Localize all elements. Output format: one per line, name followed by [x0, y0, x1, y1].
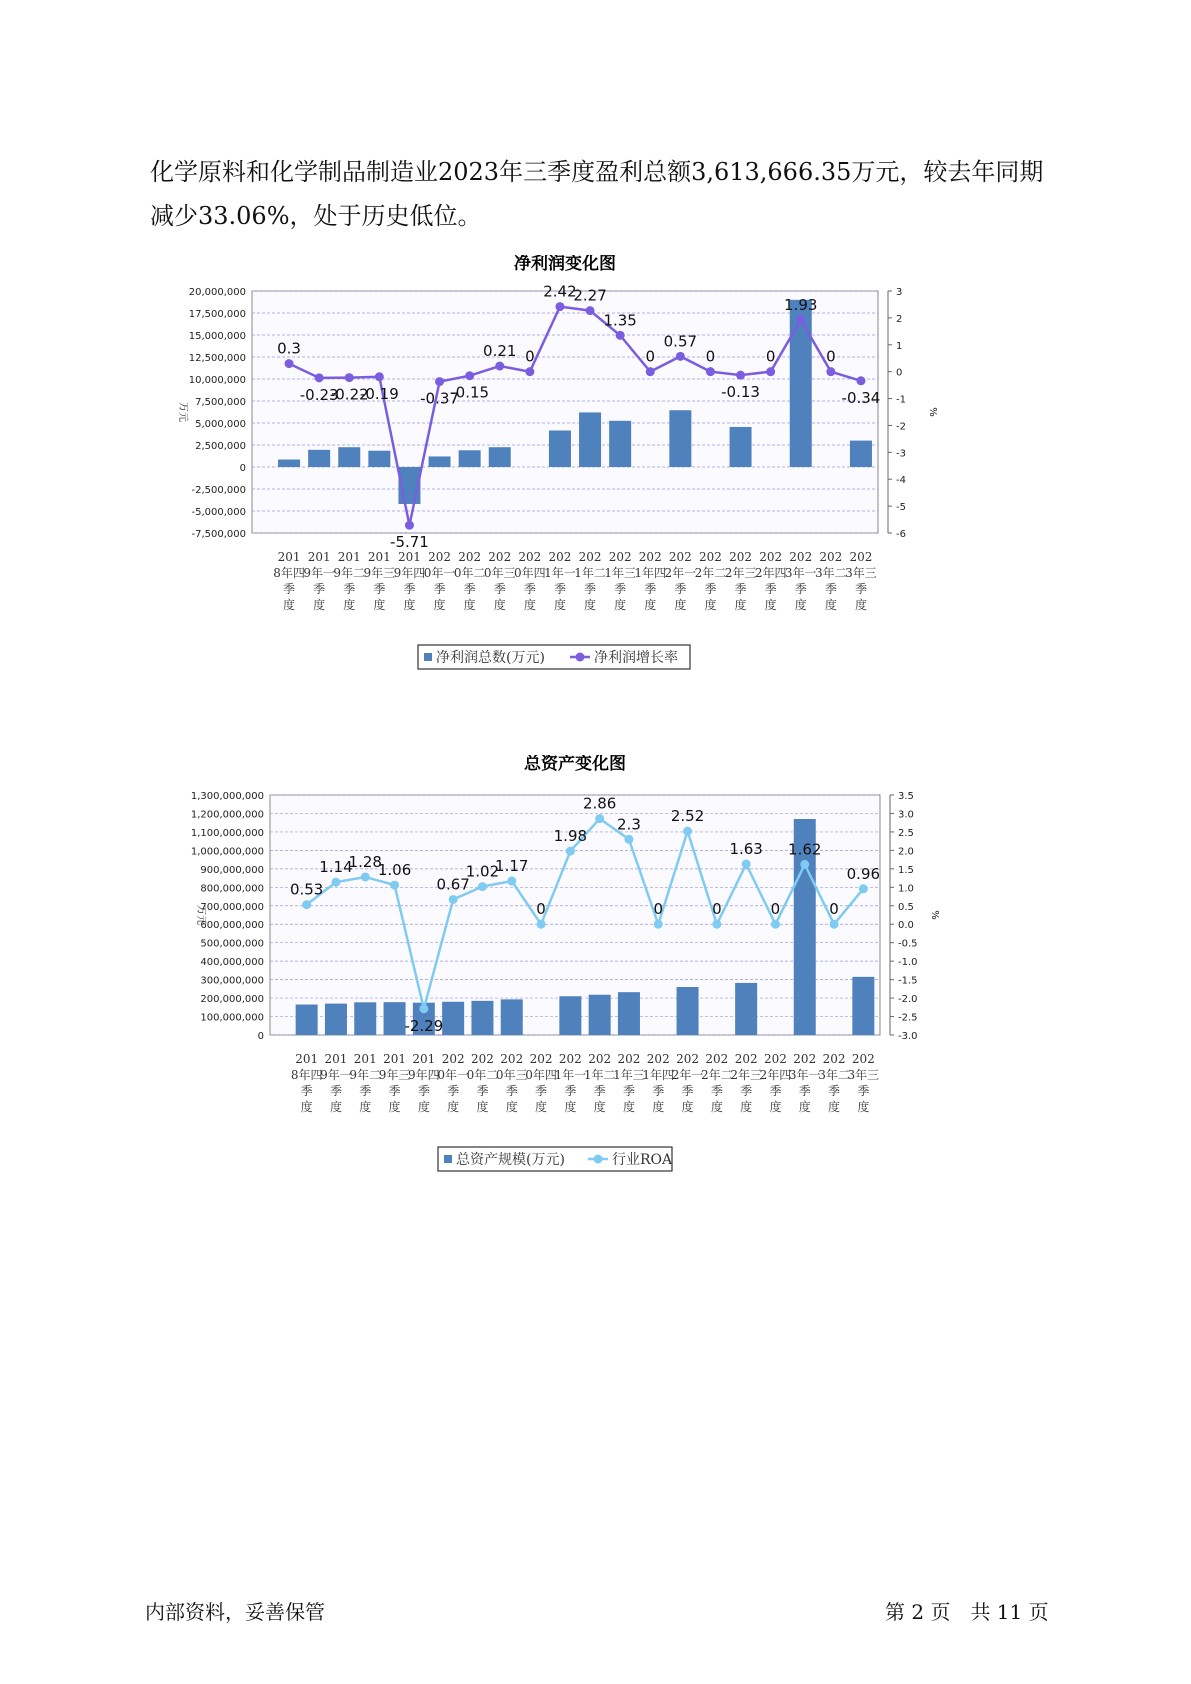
data-label: 0 — [653, 900, 664, 919]
category-label: 201 8年四季度 — [290, 1052, 323, 1114]
line-point — [796, 315, 805, 324]
category-label: 201 8年四季度 — [273, 550, 305, 612]
data-label: 0 — [765, 347, 776, 366]
line-point — [654, 920, 663, 929]
line-point — [361, 872, 370, 881]
line-point — [830, 920, 839, 929]
y-tick-label: 10,000,000 — [188, 375, 246, 386]
category-label: 201 9年三季度 — [363, 550, 396, 612]
y-tick-label: 800,000,000 — [200, 883, 264, 895]
data-label: 1.98 — [553, 827, 588, 846]
category-label: 202 0年一季度 — [437, 1052, 469, 1114]
category-label: 201 9年二季度 — [333, 550, 366, 612]
data-label: 0 — [712, 900, 722, 919]
y-tick-label: 17,500,000 — [188, 309, 246, 320]
y-tick-label: -5,000,000 — [191, 507, 246, 518]
y2-tick-label: -3.0 — [898, 1031, 918, 1042]
line-point — [706, 367, 715, 376]
y2-tick-label: 2 — [896, 313, 903, 325]
data-label: 0 — [829, 900, 839, 919]
total-assets-chart-svg — [0, 755, 1191, 1205]
category-label: 202 1年三季度 — [613, 1052, 645, 1114]
bar — [609, 421, 631, 467]
category-label: 202 2年一季度 — [664, 550, 697, 612]
data-label: 0 — [536, 900, 546, 919]
bar — [618, 992, 640, 1035]
y-tick-label: 15,000,000 — [188, 331, 246, 342]
bar — [850, 441, 872, 467]
line-point — [856, 376, 865, 385]
line-point — [465, 371, 474, 380]
category-label: 202 1年四季度 — [634, 550, 667, 612]
bar — [471, 1001, 493, 1035]
y-axis-label: 万元 — [195, 905, 206, 925]
line-point — [315, 373, 324, 382]
data-label: 1.14 — [319, 858, 353, 877]
bar — [368, 451, 390, 467]
legend-bar-label: 净利润总数(万元) — [436, 650, 545, 666]
data-label: 2.86 — [582, 794, 617, 813]
y2-tick-label: 2.5 — [898, 827, 914, 839]
line-point — [771, 920, 780, 929]
category-label: 202 1年二季度 — [574, 550, 606, 612]
data-label: 0.96 — [846, 864, 881, 883]
data-label: 0 — [826, 347, 836, 366]
category-label: 202 3年三季度 — [845, 550, 877, 612]
line-point — [285, 359, 294, 368]
data-label: 0 — [705, 347, 716, 366]
data-label: 0.57 — [663, 332, 698, 351]
line-point — [646, 367, 655, 376]
y2-tick-label: 3.5 — [898, 791, 914, 802]
category-label: 201 9年四季度 — [393, 550, 426, 612]
bar — [489, 447, 511, 467]
category-label: 202 1年四季度 — [642, 1052, 675, 1114]
line-point — [736, 371, 745, 380]
y2-tick-label: -5 — [896, 502, 906, 514]
category-label: 202 3年一季度 — [788, 1052, 821, 1114]
category-label: 202 3年二季度 — [818, 1052, 850, 1114]
data-label: -0.34 — [841, 388, 881, 407]
line-point — [345, 373, 354, 382]
line-point — [586, 306, 595, 315]
y2-tick-label: -0.5 — [898, 938, 918, 950]
total-assets-chart — [0, 755, 1191, 1205]
line-point — [742, 860, 751, 869]
chart-title: 净利润变化图 — [514, 255, 616, 274]
y2-tick-label: 1.0 — [898, 883, 914, 895]
y-tick-label: 1,200,000,000 — [190, 809, 264, 821]
category-label: 202 2年二季度 — [701, 1052, 733, 1114]
category-label: 202 2年三季度 — [730, 1052, 762, 1114]
y2-tick-label: -3 — [896, 448, 906, 460]
data-label: 1.17 — [495, 857, 529, 876]
y2-tick-label: -1 — [896, 394, 906, 406]
bar — [501, 999, 523, 1035]
bar — [559, 996, 581, 1035]
line-point — [537, 920, 546, 929]
y-tick-label: -7,500,000 — [191, 529, 246, 540]
plot-area — [252, 291, 878, 533]
data-label: 0 — [525, 347, 535, 366]
line-point — [826, 367, 835, 376]
y2-tick-label: -6 — [896, 529, 906, 540]
category-label: 202 1年一季度 — [554, 1052, 587, 1114]
data-label: 0.53 — [289, 880, 324, 899]
line-point — [683, 827, 692, 836]
data-label: 2.27 — [573, 286, 607, 305]
y-tick-label: 400,000,000 — [200, 957, 264, 969]
line-point — [435, 377, 444, 386]
y2-tick-label: -1.0 — [898, 957, 918, 969]
y2-tick-label: -2.0 — [898, 994, 918, 1006]
data-label: 0.67 — [436, 875, 470, 894]
category-label: 202 0年二季度 — [453, 550, 486, 612]
category-label: 202 3年二季度 — [815, 550, 847, 612]
legend-bar-swatch — [424, 653, 432, 661]
y-tick-label: 1,300,000,000 — [190, 791, 264, 802]
y-tick-label: 700,000,000 — [200, 901, 264, 913]
line-point — [419, 1004, 428, 1013]
net-profit-chart-svg — [0, 255, 1191, 705]
data-label: 2.3 — [617, 815, 641, 834]
data-label: 0.21 — [483, 342, 517, 361]
bar — [549, 430, 571, 467]
y2-tick-label: 1.5 — [898, 864, 914, 876]
data-label: -0.23 — [299, 385, 339, 404]
line-point — [566, 847, 575, 856]
data-label: 1.63 — [729, 840, 763, 859]
category-label: 202 0年一季度 — [423, 550, 456, 612]
data-label: -0.15 — [450, 383, 490, 402]
bar — [730, 427, 752, 467]
y-tick-label: 900,000,000 — [200, 864, 264, 876]
y-tick-label: 20,000,000 — [188, 287, 246, 298]
bar — [338, 447, 360, 467]
data-label: -0.37 — [420, 389, 459, 408]
y-tick-label: 0 — [239, 463, 246, 474]
category-label: 202 2年三季度 — [724, 550, 757, 612]
data-label: 0.3 — [277, 339, 301, 358]
bar — [384, 1002, 406, 1035]
data-label: 1.62 — [788, 840, 822, 859]
data-label: -0.19 — [359, 384, 399, 403]
bar — [278, 460, 300, 467]
bar — [459, 450, 481, 467]
line-point — [555, 302, 564, 311]
line-point — [616, 331, 625, 340]
y2-axis-label: % — [927, 407, 938, 417]
bar — [429, 456, 451, 467]
legend-line-marker — [576, 653, 585, 662]
line-point — [390, 881, 399, 890]
line-point — [507, 877, 516, 886]
data-label: 2.42 — [543, 282, 577, 301]
data-label: 1.35 — [603, 311, 637, 330]
line-point — [375, 372, 384, 381]
footer-confidential: 内部资料，妥善保管 — [145, 1600, 325, 1624]
data-label: 1.02 — [465, 862, 500, 881]
category-label: 202 0年四季度 — [514, 550, 546, 612]
y-tick-label: -2,500,000 — [191, 485, 246, 496]
category-label: 202 1年一季度 — [544, 550, 576, 612]
data-label: -0.13 — [721, 383, 760, 402]
line-point — [478, 882, 487, 891]
plot-group — [191, 791, 940, 1171]
line-point — [405, 521, 414, 530]
y-tick-label: 0 — [257, 1031, 264, 1042]
bar — [442, 1002, 464, 1035]
data-label: -5.71 — [390, 533, 429, 552]
category-label: 202 1年三季度 — [604, 550, 636, 612]
category-label: 202 1年二季度 — [583, 1052, 616, 1114]
line-point — [495, 362, 504, 371]
y-tick-label: 200,000,000 — [200, 994, 264, 1006]
category-label: 202 3年三季度 — [847, 1052, 880, 1114]
y2-tick-label: 1 — [896, 340, 903, 352]
category-label: 202 0年四季度 — [525, 1052, 557, 1114]
y-tick-label: 1,000,000,000 — [190, 846, 264, 858]
bar — [677, 987, 699, 1035]
y-tick-label: 300,000,000 — [200, 975, 264, 987]
footer-page-number: 第 2 页 共 11 页 — [885, 1600, 1049, 1624]
plot-group — [177, 283, 938, 669]
bar — [589, 995, 611, 1035]
category-label: 201 9年一季度 — [303, 550, 335, 612]
category-label: 201 9年四季度 — [408, 1052, 440, 1114]
y-tick-label: 2,500,000 — [195, 441, 246, 452]
legend-bar-swatch — [444, 1155, 452, 1163]
category-label: 202 0年二季度 — [466, 1052, 499, 1114]
body-paragraph: 化学原料和化学制品制造业2023年三季度盈利总额3,613,666.35万元，较去年同期减少33.06%，处于历史低位。 — [150, 158, 1044, 230]
category-label: 202 0年三季度 — [495, 1052, 528, 1114]
data-label: 1.06 — [377, 861, 412, 880]
category-label: 201 9年三季度 — [378, 1052, 411, 1114]
data-label: 0 — [770, 900, 781, 919]
data-label: 1.93 — [784, 295, 818, 314]
y2-tick-label: 0 — [896, 367, 903, 379]
category-label: 202 0年三季度 — [483, 550, 516, 612]
line-point — [595, 814, 604, 823]
data-label: 1.28 — [348, 852, 382, 871]
y-tick-label: 12,500,000 — [188, 353, 246, 364]
category-label: 202 2年一季度 — [671, 1052, 704, 1114]
bar — [790, 300, 812, 467]
line-point — [859, 884, 868, 893]
y-tick-label: 600,000,000 — [200, 920, 264, 932]
legend-bar-label: 总资产规模(万元) — [456, 1152, 565, 1168]
y2-tick-label: 2.0 — [898, 846, 914, 858]
y2-tick-label: 3.0 — [898, 809, 914, 821]
bar — [296, 1005, 318, 1035]
bar — [852, 977, 874, 1035]
line-point — [331, 878, 340, 887]
data-label: 2.52 — [670, 807, 705, 826]
line-point — [766, 367, 775, 376]
y2-tick-label: -1.5 — [898, 975, 918, 987]
y2-tick-label: 3 — [896, 287, 903, 298]
bar — [669, 410, 691, 467]
line-point — [525, 367, 534, 376]
bar — [308, 450, 330, 467]
category-label: 202 2年四季度 — [754, 550, 787, 612]
net-profit-chart — [0, 255, 1191, 705]
line-point — [712, 920, 721, 929]
line-point — [302, 900, 311, 909]
category-label: 201 9年一季度 — [320, 1052, 352, 1114]
legend-line-label: 行业ROA — [612, 1152, 673, 1168]
y-axis-label: 万元 — [177, 402, 188, 422]
line-point — [800, 860, 809, 869]
y-tick-label: 500,000,000 — [200, 938, 264, 950]
y2-tick-label: 0.0 — [898, 920, 914, 932]
y-tick-label: 100,000,000 — [200, 1012, 264, 1024]
data-label: -2.29 — [404, 1016, 444, 1035]
y2-tick-label: -4 — [896, 475, 906, 487]
legend-line-label: 净利润增长率 — [594, 650, 678, 666]
y2-axis-label: % — [929, 910, 940, 920]
category-label: 201 9年二季度 — [349, 1052, 382, 1114]
data-label: -0.22 — [329, 385, 369, 404]
line-point — [676, 352, 685, 361]
bar — [354, 1002, 376, 1035]
category-label: 202 3年一季度 — [784, 550, 817, 612]
y-tick-label: 7,500,000 — [195, 397, 246, 408]
data-label: 0 — [645, 347, 656, 366]
y2-tick-label: -2 — [896, 421, 906, 433]
category-label: 202 2年二季度 — [694, 550, 727, 612]
y-tick-label: 5,000,000 — [195, 419, 246, 430]
category-label: 202 2年四季度 — [759, 1052, 792, 1114]
y2-tick-label: 0.5 — [898, 901, 914, 913]
bar — [735, 983, 757, 1035]
line-point — [624, 835, 633, 844]
y-tick-label: 1,100,000,000 — [190, 827, 264, 839]
y2-tick-label: -2.5 — [898, 1012, 918, 1024]
bar — [579, 412, 601, 467]
chart-title: 总资产变化图 — [524, 755, 626, 774]
bar — [325, 1004, 347, 1035]
line-point — [449, 895, 458, 904]
legend-line-marker — [594, 1155, 603, 1164]
